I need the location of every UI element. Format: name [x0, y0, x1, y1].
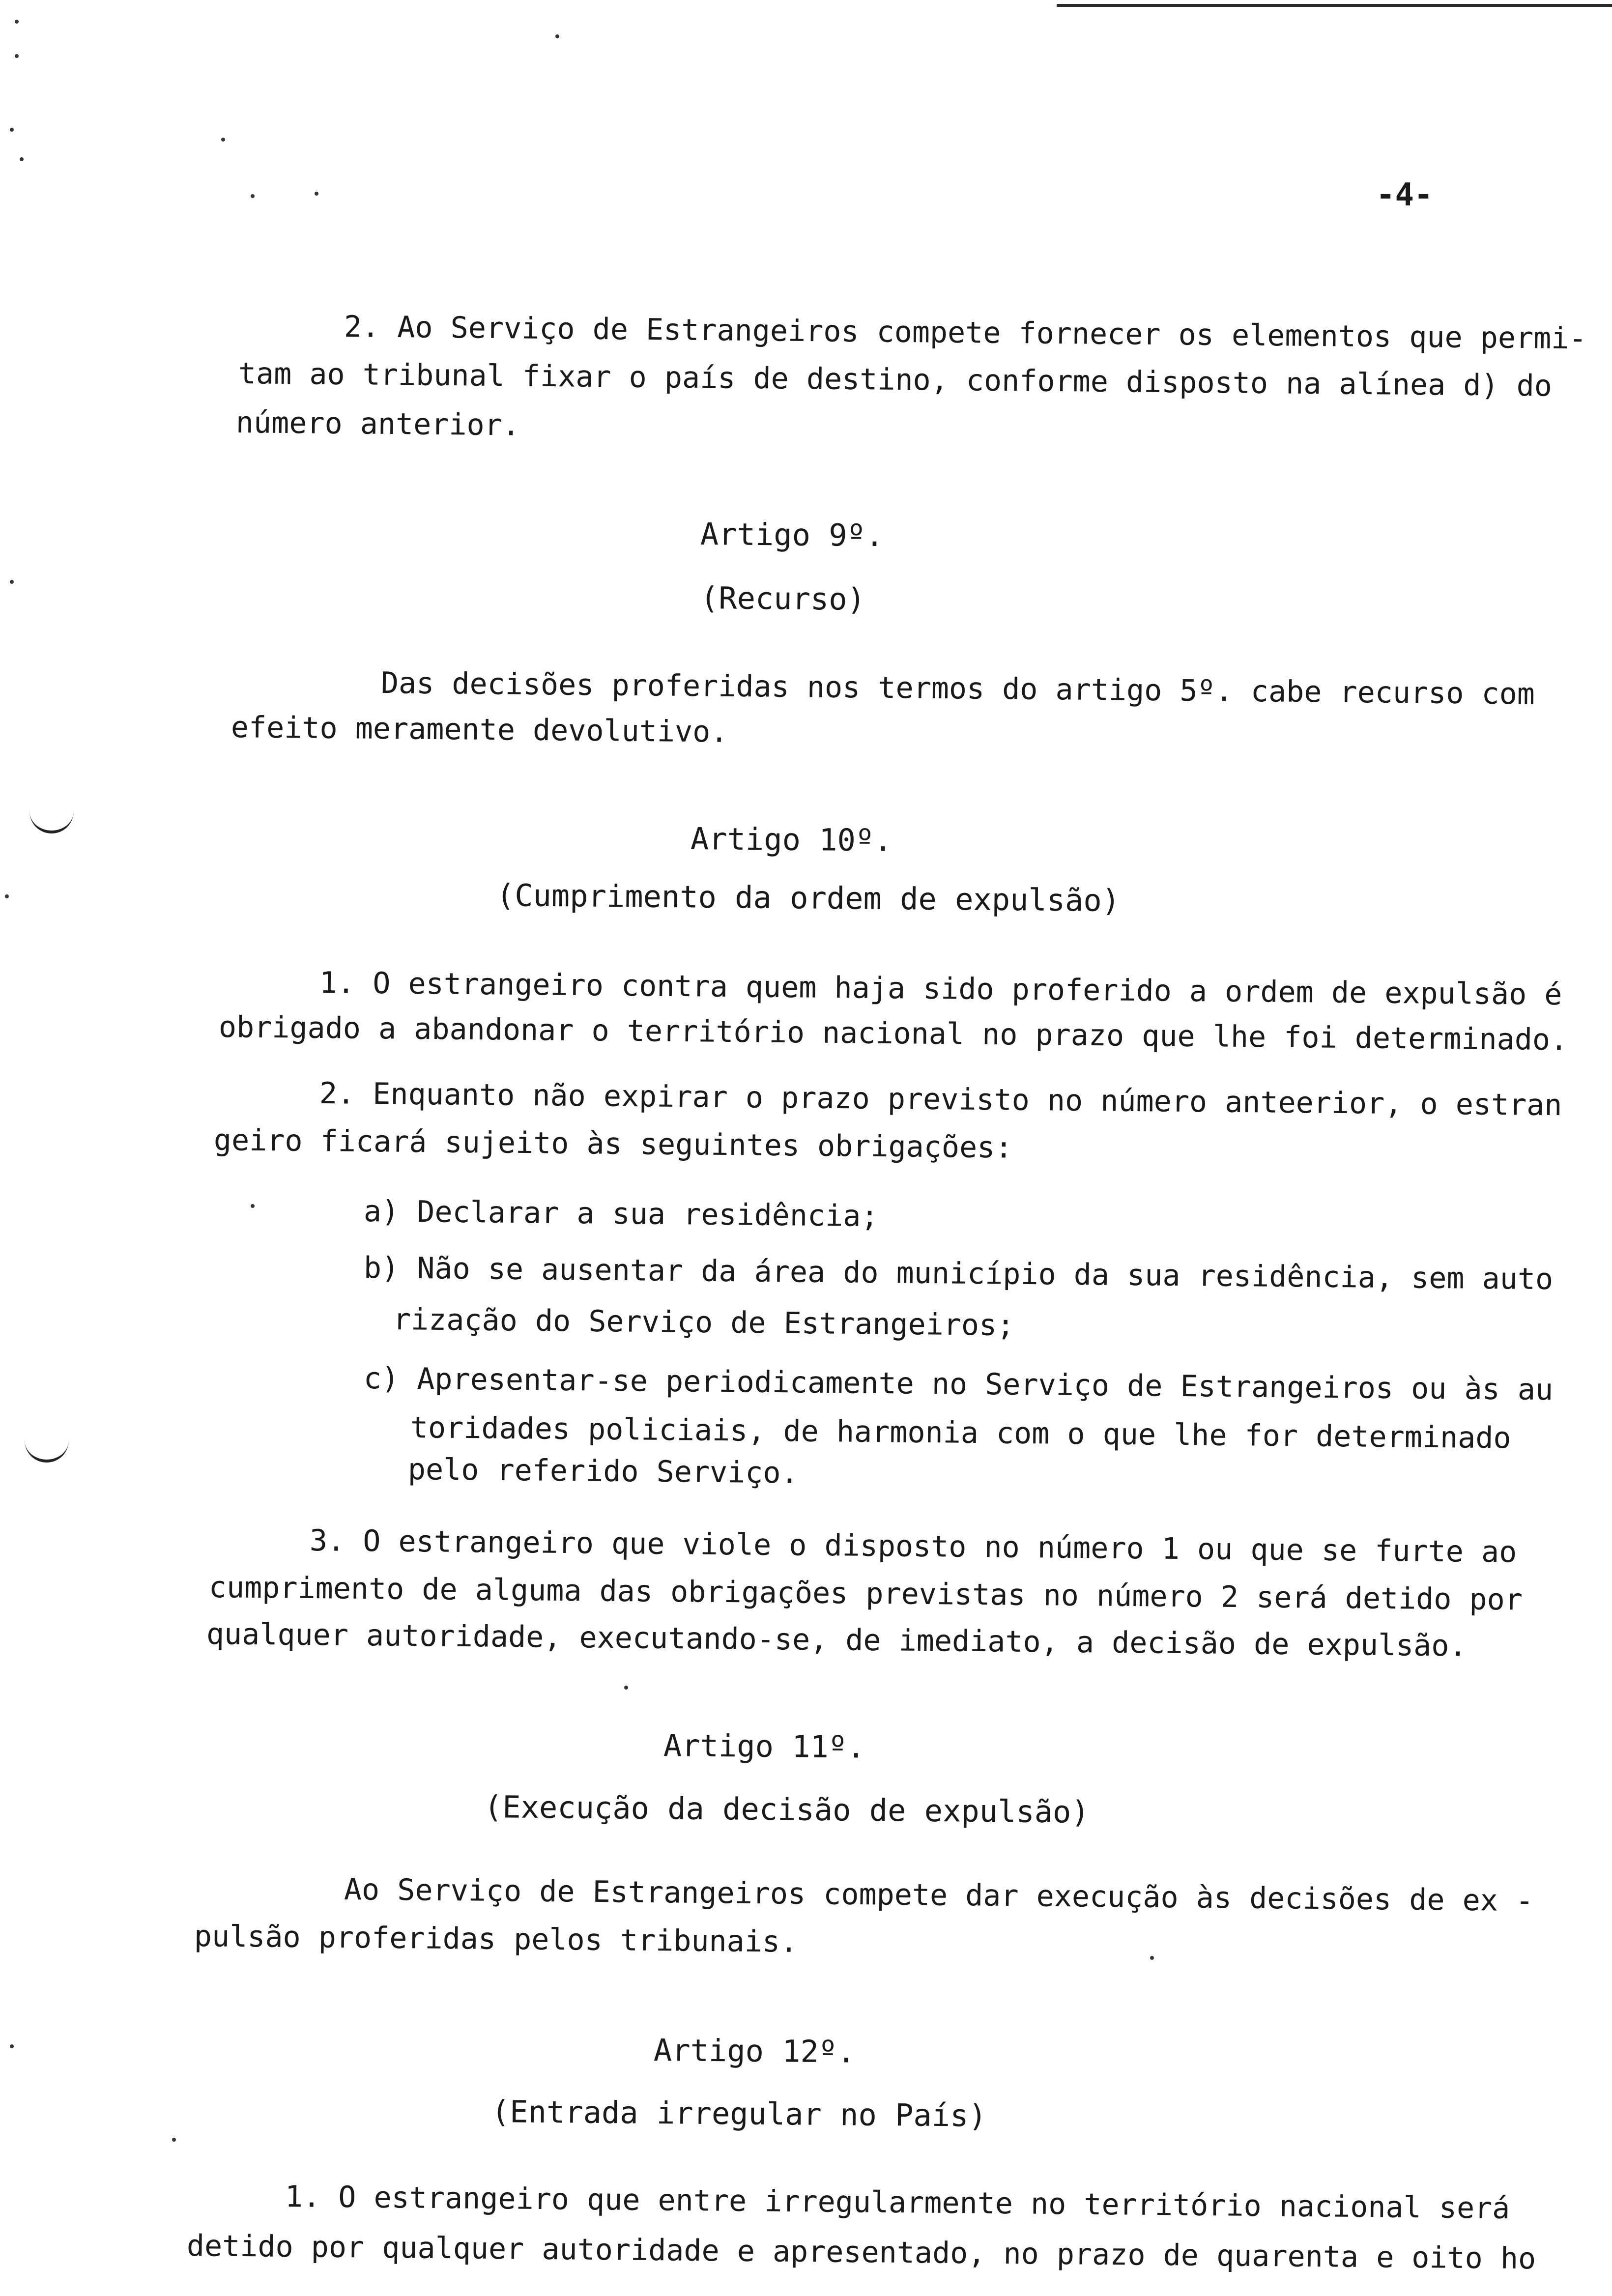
text-line: 1. O estrangeiro contra quem haja sido proferido a ordem de expulsão é [319, 966, 1562, 1012]
scan-speck [15, 54, 19, 58]
article-subtitle: (Entrada irregular no País) [491, 2094, 987, 2134]
article-title: Artigo 10º. [690, 821, 892, 859]
text-line: cumprimento de alguma das obrigações previstas no número 2 será detido por [208, 1570, 1523, 1617]
text-line: qualquer autoridade, executando-se, de imediato, a decisão de expulsão. [206, 1617, 1467, 1664]
scan-speck [555, 34, 559, 38]
scan-speck [15, 20, 19, 24]
article-subtitle: (Execução da decisão de expulsão) [484, 1789, 1090, 1830]
text-line: Das decisões proferidas nos termos do artigo 5º. cabe recurso com [380, 666, 1535, 712]
text-line: tam ao tribunal fixar o país de destino, conforme disposto na alínea d) do [238, 356, 1553, 403]
scan-speck [1150, 1956, 1154, 1960]
scan-speck [20, 157, 24, 161]
text-line: detido por qualquer autoridade e apresentado, no prazo de quarenta e oito ho [186, 2229, 1536, 2276]
scan-speck [172, 2138, 176, 2142]
text-line: geiro ficará sujeito às seguintes obrigações: [213, 1123, 1013, 1165]
text-line: 2. Ao Serviço de Estrangeiros compete fornecer os elementos que permi- [344, 310, 1587, 356]
scan-speck [624, 1686, 628, 1690]
scan-speck [221, 138, 225, 142]
scan-speck [10, 2044, 14, 2048]
text-line: 1. O estrangeiro que entre irregularmente no território nacional será [285, 2180, 1510, 2226]
top-edge-rule [1057, 4, 1612, 7]
text-line: 3. O estrangeiro que viole o disposto no número 1 ou que se furte ao [309, 1523, 1517, 1570]
text-line: 2. Enquanto não expirar o prazo previsto no número anteerior, o estran [319, 1076, 1562, 1123]
scan-speck [10, 580, 14, 584]
text-line: Ao Serviço de Estrangeiros compete dar execução às decisões de ex - [344, 1872, 1534, 1919]
list-item: rização do Serviço de Estrangeiros; [393, 1302, 1015, 1343]
scan-speck [10, 128, 14, 132]
text-line: obrigado a abandonar o território nacional no prazo que lhe foi determinado. [218, 1010, 1568, 1058]
list-item: b) Não se ausentar da área do município da sua residência, sem auto [363, 1251, 1554, 1297]
scan-speck [251, 194, 255, 198]
scan-speck [315, 192, 318, 196]
page-number: -4- [1376, 177, 1433, 213]
list-item: a) Declarar a sua residência; [363, 1194, 879, 1234]
article-title: Artigo 9º. [700, 516, 884, 554]
list-item: c) Apresentar-se periodicamente no Serviço de Estrangeiros ou às au [363, 1361, 1554, 1407]
scan-speck [5, 894, 9, 898]
binder-hole-mark [29, 811, 74, 833]
text-line: pulsão proferidas pelos tribunais. [194, 1919, 798, 1959]
list-item: pelo referido Serviço. [407, 1452, 799, 1491]
article-subtitle: (Cumprimento da ordem de expulsão) [496, 877, 1121, 919]
article-title: Artigo 12º. [653, 2032, 856, 2070]
article-title: Artigo 11º. [663, 1727, 865, 1765]
text-line: número anterior. [235, 405, 520, 443]
text-line: efeito meramente devolutivo. [230, 710, 728, 749]
binder-hole-mark [25, 1440, 69, 1463]
article-subtitle: (Recurso) [700, 580, 866, 617]
scan-speck [251, 1204, 255, 1208]
list-item: toridades policiais, de harmonia com o que lhe for determinado [410, 1410, 1511, 1456]
